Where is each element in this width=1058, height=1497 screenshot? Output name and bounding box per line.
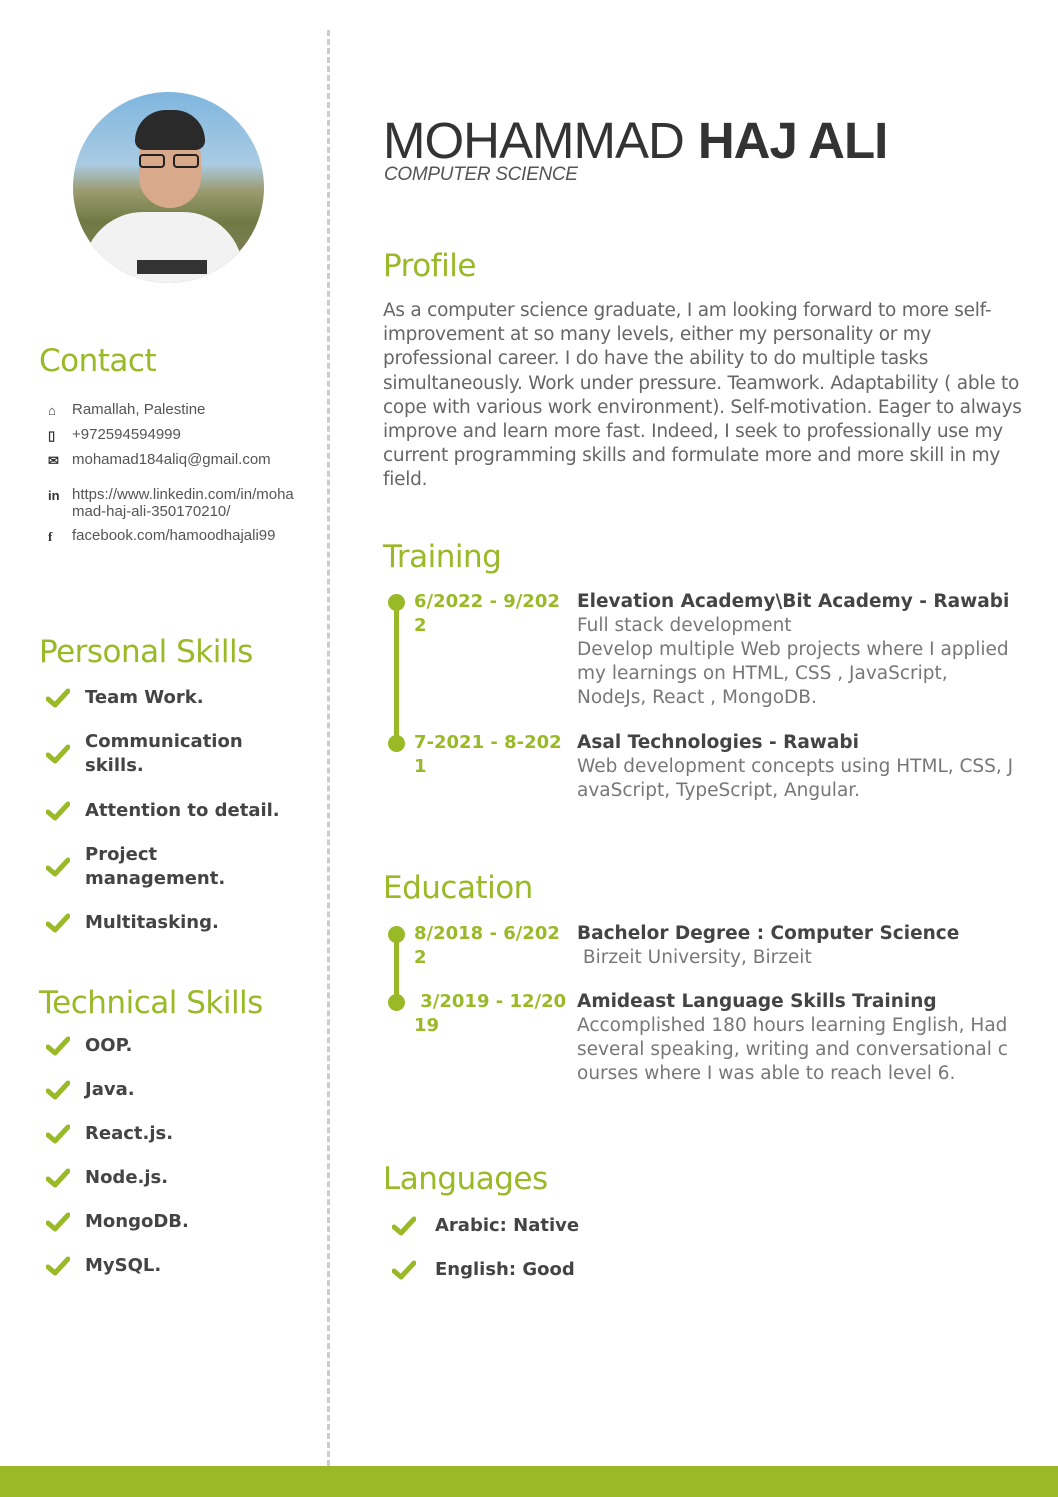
timeline-dot [388,994,405,1011]
envelope-icon: ✉ [48,453,59,468]
check-icon [46,1256,70,1276]
check-icon [46,1036,70,1056]
personal-skills-heading: Personal Skills [39,634,253,670]
timeline-line [394,934,399,1002]
list-item: Project management. [46,843,286,891]
check-icon [46,857,70,877]
contact-phone: ▯ +972594594999 [44,426,294,444]
check-icon [392,1216,416,1236]
list-item: Team Work. [46,686,204,710]
languages-heading: Languages [383,1161,548,1197]
entry-date: 8/2018 - 6/2022 [414,923,560,968]
entry-date: 7-2021 - 8-2021 [414,732,562,777]
check-icon [46,744,70,764]
contact-location: ⌂ Ramallah, Palestine [44,401,294,419]
entry-title: Elevation Academy\Bit Academy - Rawabi [577,591,1010,612]
check-icon [46,688,70,708]
entry-date: 3/2019 - 12/2019 [414,991,567,1036]
entry-line: Accomplished 180 hours learning English, Had several speaking, writing and conversational courses where I was able to reach level 6. [577,1015,1008,1084]
list-item: MongoDB. [46,1210,189,1234]
profile-heading: Profile [383,248,476,284]
list-item: MySQL. [46,1254,161,1278]
timeline-dot [388,926,405,943]
list-item: Multitasking. [46,911,219,935]
list-item: Communication skills. [46,730,286,778]
profile-photo [73,92,264,283]
job-subtitle: COMPUTER SCIENCE [384,164,578,185]
entry-line: Develop multiple Web projects where I applied my learnings on HTML, CSS , JavaScript, NodeJs, React , MongoDB. [577,639,1009,708]
entry-title: Amideast Language Skills Training [577,991,937,1012]
education-heading: Education [383,870,533,906]
contact-facebook[interactable]: f facebook.com/hamoodhajali99 [44,527,294,545]
list-item: English: Good [392,1258,575,1282]
technical-skills-heading: Technical Skills [39,985,263,1021]
list-item: React.js. [46,1122,173,1146]
entry-date: 6/2022 - 9/2022 [414,591,560,636]
contact-heading: Contact [39,343,157,379]
list-item: Arabic: Native [392,1214,579,1238]
footer-bar [0,1466,1058,1497]
mobile-icon: ▯ [48,428,56,443]
check-icon [46,1168,70,1188]
facebook-icon: f [48,529,53,544]
list-item: Java. [46,1078,135,1102]
check-icon [46,913,70,933]
list-item: Attention to detail. [46,799,280,823]
column-divider [327,30,330,1466]
list-item: Node.js. [46,1166,168,1190]
timeline-dot [388,594,405,611]
last-name: HAJ ALI [697,112,888,169]
home-icon: ⌂ [48,403,56,418]
check-icon [46,1124,70,1144]
linkedin-icon: in [48,488,60,503]
candidate-name [383,112,887,171]
entry-line: Birzeit University, Birzeit [577,947,812,968]
check-icon [46,801,70,821]
check-icon [46,1212,70,1232]
contact-email[interactable]: ✉ mohamad184aliq@gmail.com [44,451,294,469]
entry-line: Full stack development [577,615,792,636]
training-heading: Training [383,539,502,575]
timeline-line [394,602,399,743]
contact-linkedin[interactable]: in https://www.linkedin.com/in/mohamad-haj-ali-350170210/ [44,486,294,520]
first-name: MOHAMMAD [383,112,684,169]
entry-title: Bachelor Degree : Computer Science [577,923,960,944]
check-icon [392,1260,416,1280]
entry-title: Asal Technologies - Rawabi [577,732,859,753]
contact-list [44,401,294,552]
check-icon [46,1080,70,1100]
list-item: OOP. [46,1034,132,1058]
timeline-dot [388,735,405,752]
profile-summary: As a computer science graduate, I am looking forward to more self-improvement at so many levels, either my personality or my professional career. I do have the ability to do multiple tasks simultaneously. Work under pressure. Teamwork. Adaptability ( able to cope with various work environment). Self-motivation. Eager to always improve and learn more fast. Indeed, I seek to professionally use my current programming skills and formulate more and more skill in my field. [383,300,1022,491]
entry-line: Web development concepts using HTML, CSS, JavaScript, TypeScript, Angular. [577,756,1014,801]
